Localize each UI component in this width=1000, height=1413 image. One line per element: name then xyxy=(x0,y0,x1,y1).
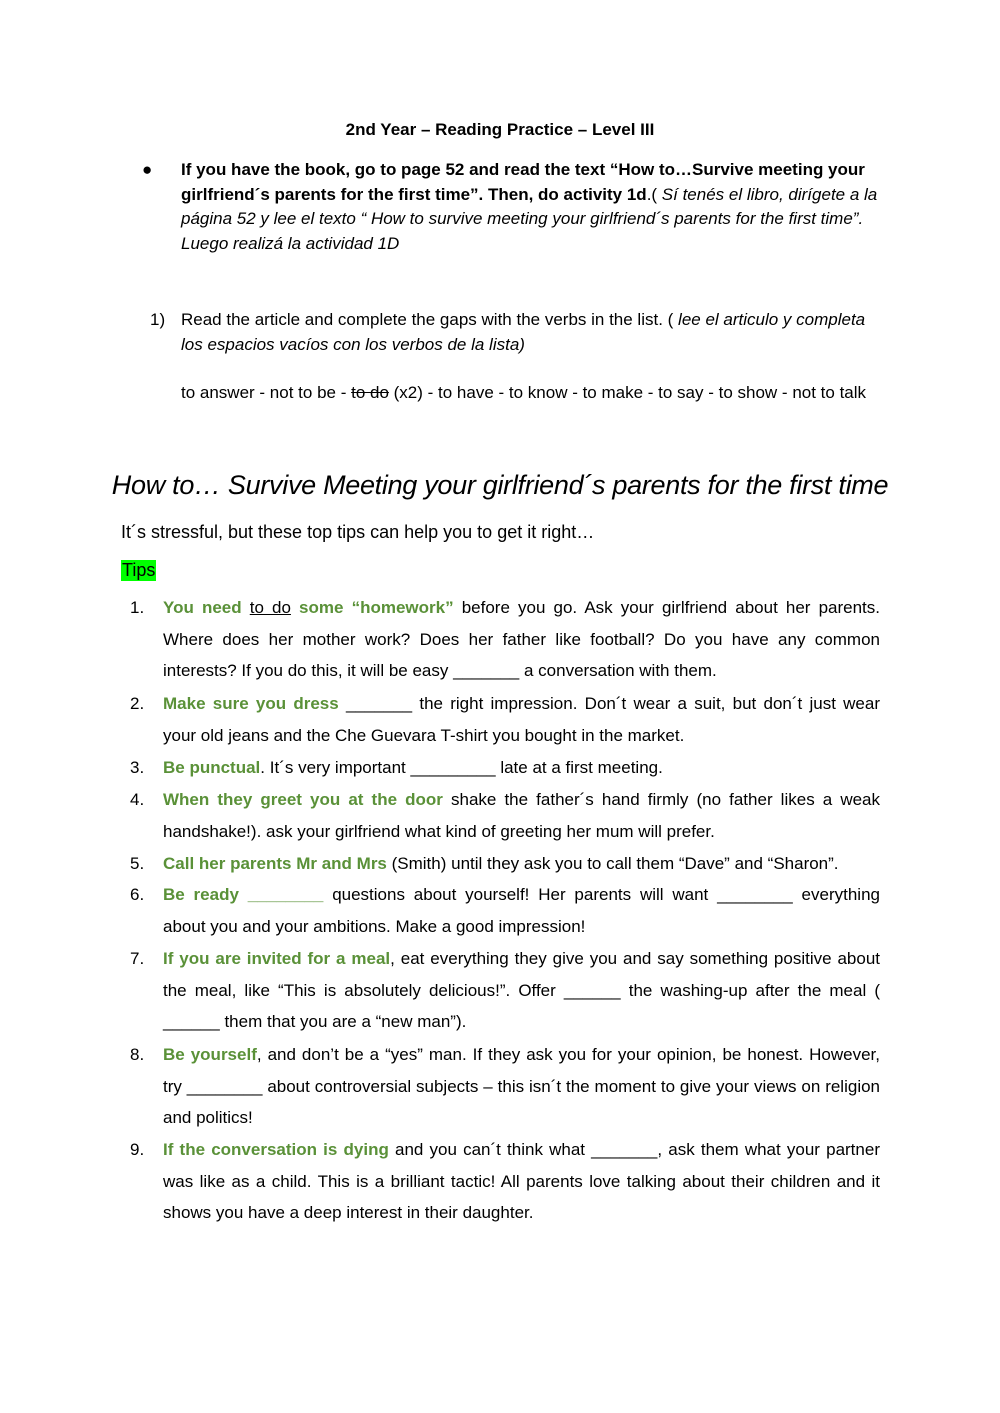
tip-text xyxy=(163,688,880,751)
verb-list-end: (x2) - to have - to know - to make - to say - to show - not to talk xyxy=(388,383,867,402)
tip-body: . It´s very important _________ late at a first meeting. xyxy=(260,758,663,777)
question-text: Read the article and complete the gaps with the verbs in the list. ( xyxy=(181,310,679,329)
tip-number: 7. xyxy=(130,949,145,968)
tip-body: , eat everything they give you and say something positive about the meal, like “This is absolutely delicious!”. Offer ______ the washing-up after the meal ( ______ them that you are a “new man”). xyxy=(163,949,881,1032)
tip-text xyxy=(163,784,880,847)
tip-item xyxy=(130,943,880,1038)
tip-number: 2. xyxy=(130,694,145,713)
tip-heading: If you are invited for a meal xyxy=(163,949,391,968)
tip-number: 8. xyxy=(130,1045,145,1064)
tip-heading: If the conversation is dying xyxy=(163,1140,389,1159)
tip-heading: Call her parents Mr and Mrs xyxy=(163,854,387,873)
page-title: 2nd Year – Reading Practice – Level III xyxy=(345,120,655,139)
tip-heading: You need xyxy=(163,598,250,617)
verb-list xyxy=(181,381,891,406)
tip-number: 1. xyxy=(130,598,145,617)
tip-body: questions about yourself! Her parents will want ________ everything about you and your ambitions. Make a good impression! xyxy=(163,885,880,936)
tip-underlined: to do xyxy=(249,598,291,617)
question-1 xyxy=(150,308,890,357)
tip-number: 9. xyxy=(130,1140,145,1159)
tip-body: (Smith) until they ask you to call them “Dave” and “Sharon”. xyxy=(386,854,839,873)
article-subtitle: It´s stressful, but these top tips can help you to get it right… xyxy=(121,522,595,542)
tip-body: shake the father´s hand firmly (no father likes a weak handshake!). ask your girlfriend what kind of greeting her mum will prefer. xyxy=(163,790,881,841)
tip-item xyxy=(130,784,880,847)
tip-heading: When they greet you at the door xyxy=(163,790,443,809)
tip-item xyxy=(130,752,880,784)
tip-text xyxy=(163,1039,880,1134)
tip-text xyxy=(163,752,880,784)
tip-heading: some “homework” xyxy=(290,598,454,617)
tip-item xyxy=(130,1134,880,1229)
tip-body: and you can´t think what _______, ask them what your partner was like as a child. This is a brilliant tactic! All parents love talking about their children and it shows you have a deep interest in their daughter. xyxy=(163,1140,880,1223)
tip-text xyxy=(163,592,880,687)
article-title: How to… Survive Meeting your girlfriend´s parents for the first time xyxy=(111,470,889,500)
bullet-icon: ● xyxy=(142,160,153,179)
tip-number: 4. xyxy=(130,790,145,809)
intro-italic-text: Sí tenés el libro, dirígete a la página 52 y lee el texto “ How to survive meeting your girlfriend´s parents for the first time”. Luego realizá la actividad 1D xyxy=(181,184,878,253)
tip-text xyxy=(163,879,880,942)
tip-heading: Be ready ________ xyxy=(163,885,324,904)
question-italic-text: lee el articulo y completa los espacios vacíos con los verbos de la lista) xyxy=(181,310,866,354)
question-number: 1) xyxy=(150,310,166,329)
tip-item xyxy=(130,688,880,751)
tip-body: , and don’t be a “yes” man. If they ask you for your opinion, be honest. However, try ________ about controversial subjects – this isn´t the moment to give your views on religion and politics! xyxy=(163,1045,880,1128)
intro-instruction xyxy=(142,158,882,256)
tip-heading: Make sure you dress xyxy=(163,694,339,713)
tip-item xyxy=(130,592,880,687)
tip-text xyxy=(163,1134,880,1229)
tip-number: 6. xyxy=(130,885,145,904)
intro-plain-text: .( xyxy=(646,184,662,204)
intro-bold-text: If you have the book, go to page 52 and read the text “How to…Survive meeting your girlfriend´s parents for the first time”. Then, do activity 1d xyxy=(181,160,865,204)
tip-item xyxy=(130,848,880,880)
tip-number: 3. xyxy=(130,758,145,777)
verb-list-start: to answer - not to be - xyxy=(181,383,352,402)
tip-heading: Be punctual xyxy=(163,758,261,777)
tip-heading: Be yourself xyxy=(163,1045,257,1064)
tips-label: Tips xyxy=(122,560,156,580)
tip-text xyxy=(163,848,880,880)
tip-item xyxy=(130,1039,880,1134)
tip-body: _______ the right impression. Don´t wear a suit, but don´t just wear your old jeans and the Che Guevara T-shirt you bought in the market. xyxy=(163,694,880,745)
tip-body: before you go. Ask your girlfriend about her parents. Where does her mother work? Does her father like football? Do you have any common interests? If you do this, it will be easy _______ a conversation with them. xyxy=(163,598,880,681)
tip-number: 5. xyxy=(130,854,145,873)
tip-text xyxy=(163,943,880,1038)
tip-item xyxy=(130,879,880,942)
verb-struck: to do xyxy=(351,383,389,402)
